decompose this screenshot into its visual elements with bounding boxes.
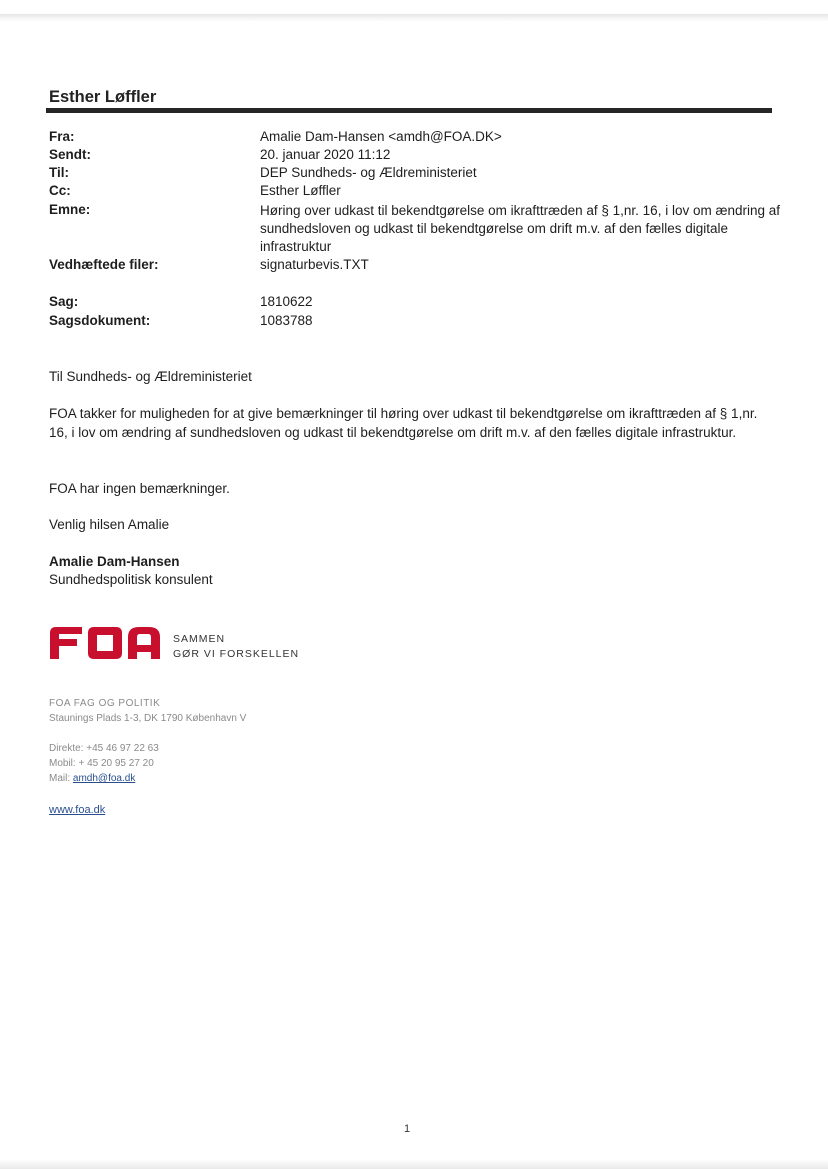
mail-prefix: Mail: [49,773,73,784]
mail-line [49,773,135,784]
page-number: 1 [404,1123,411,1135]
from-value: Amalie Dam-Hansen <amdh@FOA.DK> [260,129,502,144]
closing: Venlig hilsen Amalie [49,517,170,532]
attachments-value: signaturbevis.TXT [260,257,369,272]
header-divider [46,108,772,113]
subject-value: Høring over udkast til bekendtgørelse om ikrafttræden af § 1,nr. 16, i lov om ændring af sundhedsloven og udkast til bekendtgørelse om drift m.v. af den fælles digitale infrastruktur [260,203,780,254]
sent-value: 20. januar 2020 11:12 [260,147,391,162]
case-document-label: Sagsdokument: [49,313,151,328]
from-label: Fra: [49,129,75,144]
case-document-value: 1083788 [260,313,313,328]
signature-title: Sundhedspolitisk konsulent [49,572,213,587]
salutation: Til Sundheds- og Ældreministeriet [49,369,252,384]
subject-label: Emne: [49,202,91,217]
mobile-phone: Mobil: + 45 20 95 27 20 [49,758,154,769]
tagline-line-1: SAMMEN [173,633,226,645]
body-paragraph-1: FOA takker for muligheden for at give bemærkninger til høring over udkast til bekendtgørelse om ikrafttræden af § 1,nr. 16, i lov om ændring af sundhedsloven og udkast til bekendtgørelse om drift m.v. af den fælles digitale infrastruktur. [49,406,758,440]
scan-edge-top [0,14,828,22]
org-address: Staunings Plads 1-3, DK 1790 København V [49,713,247,724]
tagline-line-2: GØR VI FORSKELLEN [173,648,300,660]
case-value: 1810622 [260,294,313,309]
sent-label: Sendt: [49,147,91,162]
attachments-label: Vedhæftede filer: [49,257,159,272]
foa-logo-icon [50,627,160,659]
body-paragraph-2: FOA har ingen bemærkninger. [49,481,230,496]
mailbox-owner-name: Esther Løffler [49,88,157,106]
direct-phone: Direkte: +45 46 97 22 63 [49,743,159,754]
case-label: Sag: [49,294,79,309]
foa-logo-text: FOA [105,649,108,650]
to-value: DEP Sundheds- og Ældreministeriet [260,165,477,180]
mail-link[interactable]: amdh@foa.dk [72,773,136,784]
scan-edge-bottom [0,1159,828,1169]
to-label: Til: [49,165,69,180]
signature-name: Amalie Dam-Hansen [49,554,180,569]
org-name: FOA FAG OG POLITIK [49,698,161,709]
website-link[interactable]: www.foa.dk [49,804,106,816]
cc-value: Esther Løffler [260,183,341,198]
cc-label: Cc: [49,183,71,198]
